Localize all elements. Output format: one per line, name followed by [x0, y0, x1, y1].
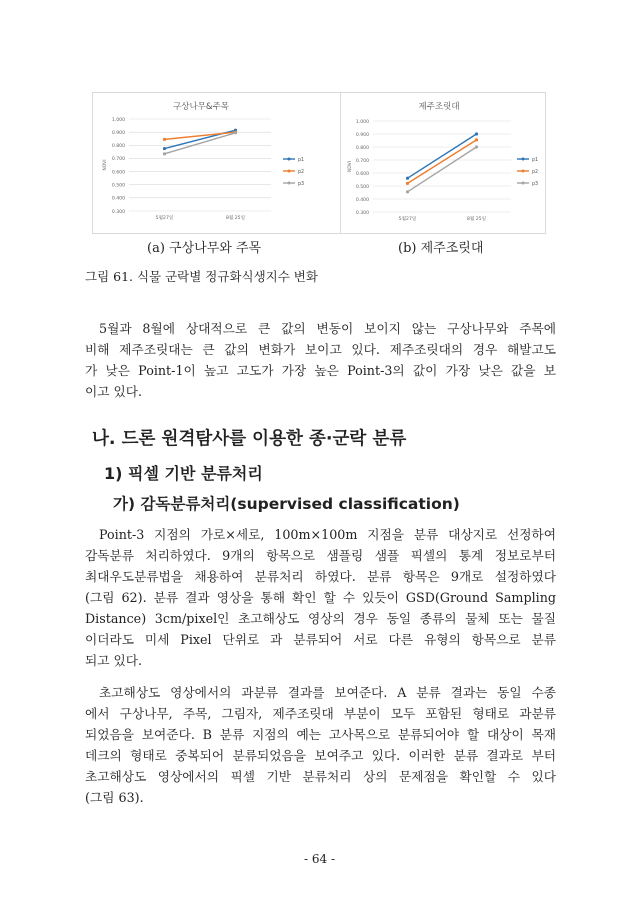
- text-line: (그림 63).: [85, 790, 144, 805]
- legend-label: p3: [298, 181, 305, 187]
- data-point: [406, 177, 409, 180]
- section-heading: 나. 드론 원격탐사를 이용한 종·군락 분류: [92, 429, 407, 449]
- x-tick-label: 8월 25일: [225, 216, 246, 221]
- y-tick-label: 0.300: [111, 209, 125, 215]
- data-point: [406, 182, 409, 185]
- y-tick-label: 0.500: [355, 184, 369, 190]
- text-line: 이고 있다.: [85, 384, 143, 399]
- chart-title: 구상나무&주목: [173, 102, 229, 112]
- y-tick-label: 1.000: [355, 119, 369, 125]
- chart-a: [92, 92, 341, 234]
- text-line: (그림 62). 분류 결과 영상을 통해 확인 할 수 있듯이 GSD(Ground Sampling: [85, 590, 556, 605]
- data-point: [406, 190, 409, 193]
- text-line: 이더라도 미세 Pixel 단위로 과 분류되어 서로 다른 유형의 항목으로 분류: [85, 632, 556, 647]
- text-line: 되었음을 보여준다. B 분류 지점의 예는 고사목으로 분류되어야 할 대상이 목재: [85, 727, 556, 742]
- data-point: [475, 138, 478, 141]
- text-line: 에서 구상나무, 주목, 그림자, 제주조릿대 부분이 모두 포함된 형태로 과분류: [85, 706, 556, 721]
- y-tick-label: 0.600: [355, 171, 369, 177]
- legend-marker: [288, 170, 291, 173]
- series-line-p1: [408, 134, 477, 178]
- y-tick-label: 0.700: [355, 158, 369, 164]
- y-tick-label: 0.900: [355, 132, 369, 138]
- legend-marker: [288, 158, 291, 161]
- text-line: 비해 제주조릿대는 큰 값의 변화가 보이고 있다. 제주조릿대의 경우 해발고도: [85, 342, 556, 357]
- text-line: 가 낮은 Point-1이 높고 고도가 가장 높은 Point-3의 값이 가장 낮은 값을 보: [85, 363, 556, 378]
- legend-marker: [522, 170, 525, 173]
- legend-marker: [288, 182, 291, 185]
- chart-b: [340, 92, 546, 234]
- data-point: [234, 131, 237, 134]
- figure-a-caption: (a) 구상나무와 주목: [147, 241, 262, 256]
- text-line: 되고 있다.: [85, 653, 143, 668]
- y-tick-label: 0.800: [111, 144, 125, 150]
- subsection-heading: 1) 픽셀 기반 분류처리: [104, 464, 263, 483]
- text-line: 데크의 형태로 중복되어 분류되었음을 보여주고 있다. 이러한 분류 결과로 부터: [85, 748, 556, 763]
- y-tick-label: 1.000: [111, 117, 125, 123]
- legend-marker: [522, 182, 525, 185]
- chart-b-svg: [341, 93, 545, 233]
- subsubsection-heading: 가) 감독분류처리(supervised classification): [113, 495, 460, 513]
- paragraph-1: [85, 318, 556, 402]
- paragraph-2: [85, 524, 556, 671]
- y-tick-label: 0.800: [355, 145, 369, 151]
- y-tick-label: 0.500: [111, 183, 125, 189]
- legend-label: p1: [532, 157, 539, 163]
- y-tick-label: 0.900: [111, 130, 125, 136]
- figure-b-caption: (b) 제주조릿대: [398, 241, 484, 256]
- text-line: 감독분류 처리하였다. 9개의 항목으로 샘플링 샘플 픽셀의 통계 정보로부터: [85, 548, 556, 563]
- legend-marker: [522, 158, 525, 161]
- x-tick-label: 8월 25일: [466, 217, 487, 222]
- text-line: 5월과 8월에 상대적으로 큰 값의 변동이 보이지 않는 구상나무와 주목에: [99, 321, 556, 336]
- chart-a-svg: [93, 93, 340, 233]
- page-number: - 64 -: [303, 852, 335, 866]
- legend-label: p1: [298, 157, 305, 163]
- data-point: [475, 132, 478, 135]
- y-tick-label: 0.300: [355, 210, 369, 216]
- text-line: 최대우도분류법을 채용하여 분류처리 하였다. 분류 항목은 9개로 설정하였다: [85, 569, 556, 584]
- y-axis-label: NDVI: [103, 159, 108, 171]
- data-point: [163, 147, 166, 150]
- figure-caption: 그림 61. 식물 군락별 정규화식생지수 변화: [85, 269, 318, 284]
- data-point: [163, 152, 166, 155]
- y-tick-label: 0.600: [111, 170, 125, 176]
- legend-label: p3: [532, 181, 539, 187]
- text-line: Distance) 3cm/pixel인 초고해상도 영상의 경우 동일 종류의 물체 또는 물질: [85, 611, 556, 626]
- legend-label: p2: [532, 169, 539, 175]
- data-point: [475, 145, 478, 148]
- y-axis-label: NDVI: [348, 160, 353, 173]
- x-tick-label: 5월27일: [398, 217, 417, 222]
- y-tick-label: 0.400: [111, 196, 125, 202]
- legend-label: p2: [298, 169, 305, 175]
- y-tick-label: 0.700: [111, 157, 125, 163]
- series-line-p3: [408, 147, 477, 192]
- x-tick-label: 5월27일: [155, 216, 174, 221]
- chart-title: 제주조릿대: [418, 102, 460, 112]
- y-tick-label: 0.400: [355, 197, 369, 203]
- series-line-p2: [408, 140, 477, 184]
- paragraph-3: [85, 682, 556, 808]
- text-line: 초고해상도 영상에서의 픽셀 기반 분류처리 상의 문제점을 확인할 수 있다: [85, 769, 556, 784]
- text-line: 초고해상도 영상에서의 과분류 결과를 보여준다. A 분류 결과는 동일 수종: [99, 685, 556, 700]
- data-point: [163, 138, 166, 141]
- text-line: Point-3 지점의 가로×세로, 100m×100m 지점을 분류 대상지로 선정하여: [99, 527, 556, 542]
